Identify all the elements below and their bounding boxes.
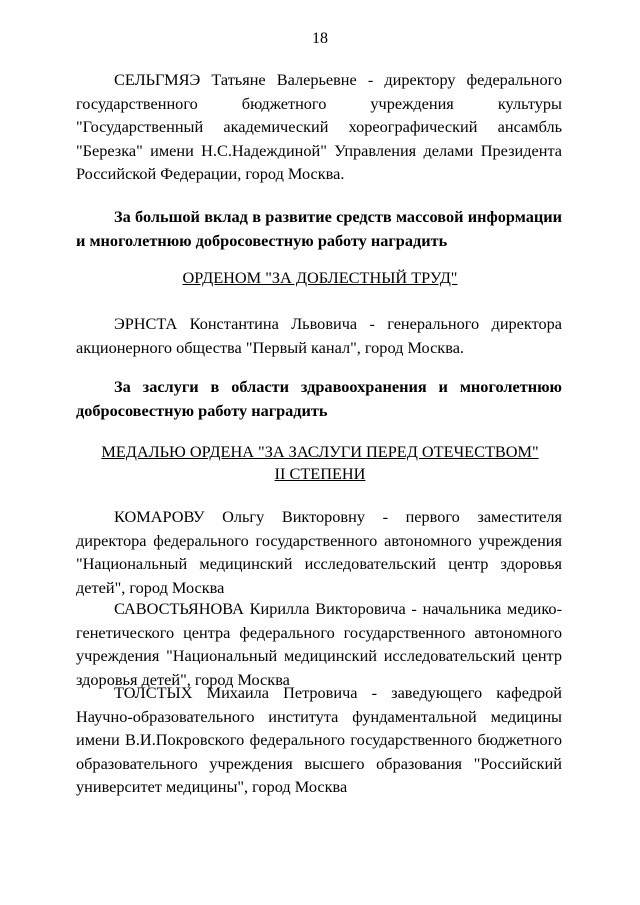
page-number: 18 xyxy=(312,30,328,47)
award-title-2-line-2: II СТЕПЕНИ xyxy=(274,464,366,483)
award-entry-3 xyxy=(76,505,562,599)
award-entry-1 xyxy=(76,68,562,186)
section-heading-text: За заслуги в области здравоохранения и многолетнюю добросовестную работу наградить xyxy=(76,377,562,420)
entry-text: САВОСТЬЯНОВА Кирилла Викторовича - начальника медико-генетического центра федерального государственного автономного учреждения "Национальный медицинский исследовательский центр здоровья детей", город Москва xyxy=(76,599,562,689)
entry-text: КОМАРОВУ Ольгу Викторовну - первого заместителя директора федерального государственного автономного учреждения "Национальный медицинский исследовательский центр здоровья детей", город Москва xyxy=(76,507,562,597)
section-heading-text: За большой вклад в развитие средств массовой информации и многолетнюю добросовестную работу наградить xyxy=(76,207,562,250)
entry-text: ЭРНСТА Константина Львовича - генерального директора акционерного общества "Первый канал", город Москва. xyxy=(76,314,562,357)
entry-text: ТОЛСТЫХ Михаила Петровича - заведующего кафедрой Научно-образовательного института фундаментальной медицины имени В.И.Покровского федерального государственного бюджетного образовательного учреждения высшего образования "Российский университет медицины", город Москва xyxy=(76,683,562,796)
entry-text: СЕЛЬГМЯЭ Татьяне Валерьевне - директору федерального государственного бюджетного учреждения культуры "Государственный академический хореографический ансамбль "Березка" имени Н.С.Надеждиной" Управления делами Президента Российской Федерации, город Москва. xyxy=(76,70,562,183)
award-entry-5 xyxy=(76,681,562,799)
award-entry-2 xyxy=(76,312,562,359)
award-title-1: ОРДЕНОМ "ЗА ДОБЛЕСТНЫЙ ТРУД" xyxy=(182,268,458,287)
award-entry-4 xyxy=(76,597,562,691)
section-heading-1 xyxy=(76,205,562,252)
section-heading-2 xyxy=(76,375,562,422)
award-title-2-line-1: МЕДАЛЬЮ ОРДЕНА "ЗА ЗАСЛУГИ ПЕРЕД ОТЕЧЕСТВОМ" xyxy=(101,442,539,461)
